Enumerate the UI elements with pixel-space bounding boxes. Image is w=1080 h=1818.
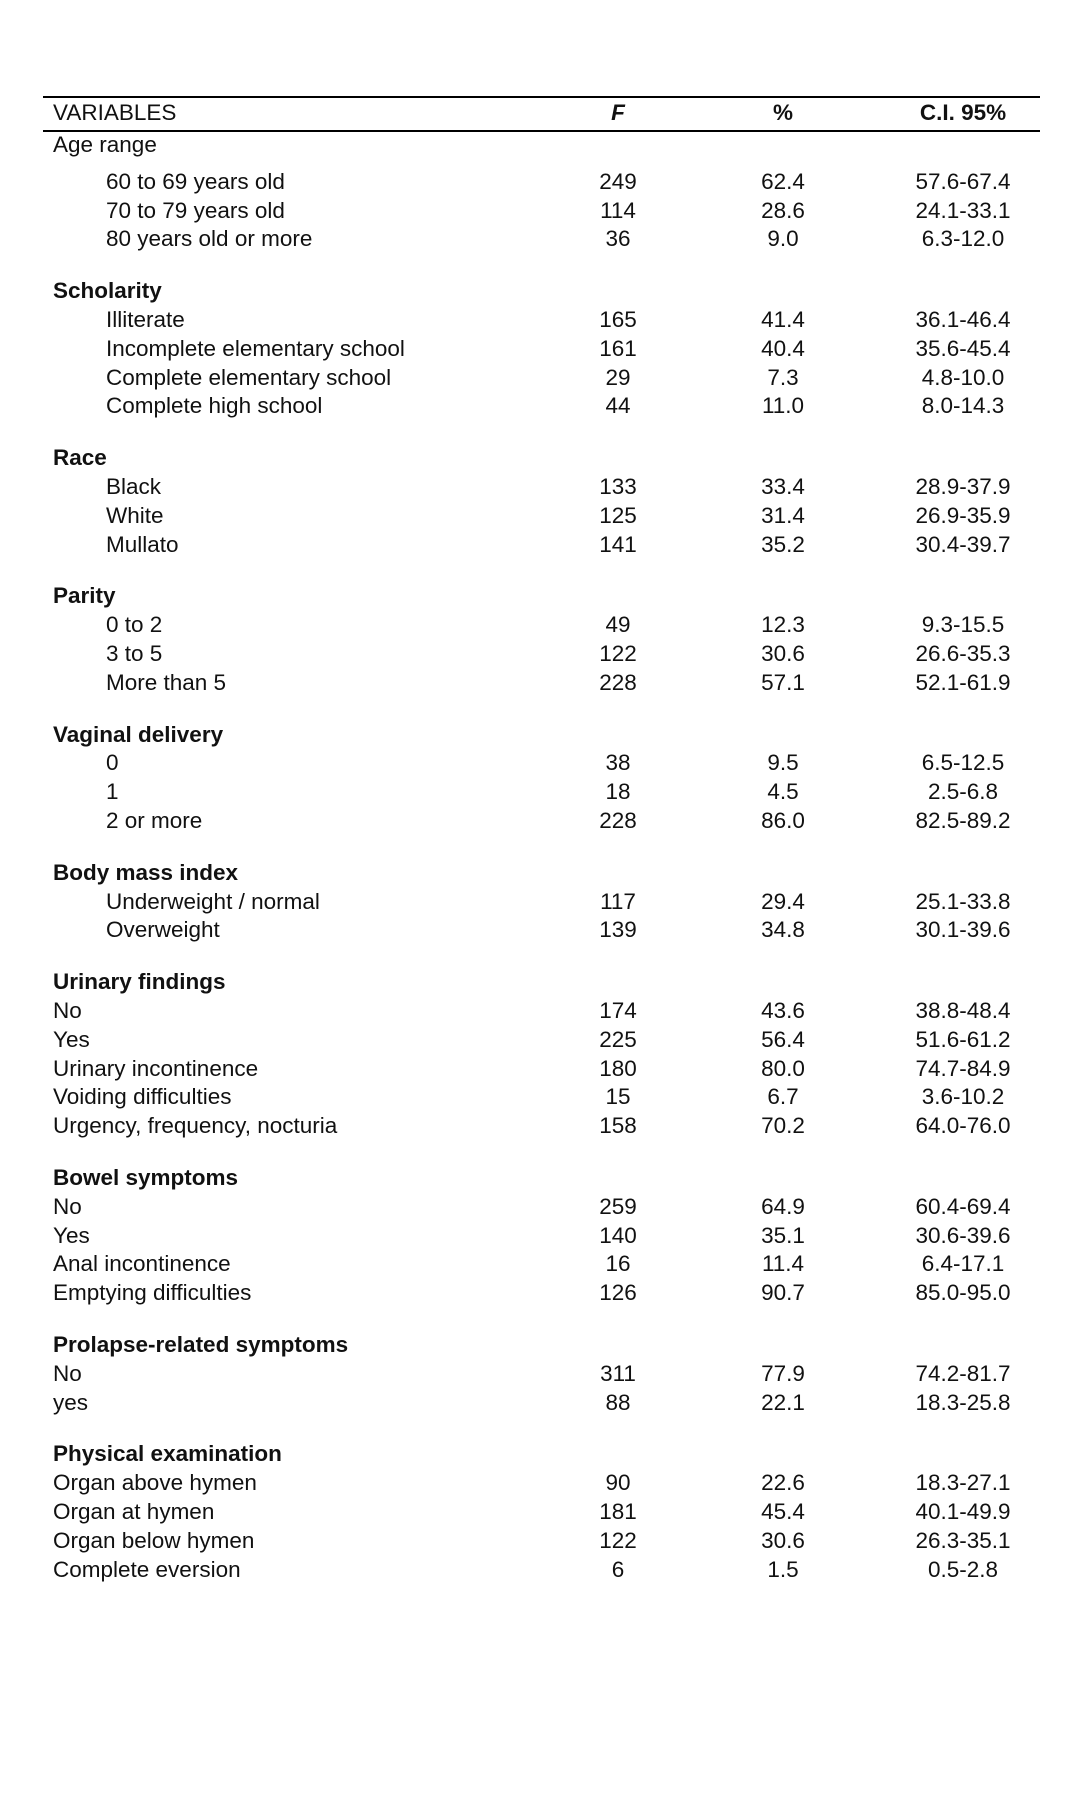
cell-frequency: 36 — [605, 226, 631, 252]
cell-confidence-interval: 36.1-46.4 — [915, 307, 1011, 332]
cell-percent: 56.4 — [761, 1026, 805, 1052]
row-label: No — [53, 1193, 82, 1219]
table-row — [43, 1221, 1040, 1251]
cell-percent: 30.6 — [761, 1527, 805, 1553]
cell-confidence-interval: 18.3-25.8 — [915, 1389, 1011, 1415]
cell-frequency: 114 — [600, 197, 636, 223]
table-row — [43, 668, 1040, 698]
table-row — [43, 639, 1040, 669]
cell-confidence-interval: 26.9-35.9 — [915, 502, 1011, 528]
cell-confidence-interval: 25.1-33.8 — [915, 888, 1011, 914]
table-row — [43, 1359, 1040, 1389]
table-header-row — [43, 98, 1040, 128]
cell-percent: 33.4 — [761, 474, 805, 499]
row-label: 2 or more — [106, 808, 203, 833]
table-row — [43, 501, 1040, 531]
cell-frequency: 225 — [599, 1026, 637, 1052]
cell-confidence-interval: 60.4-69.4 — [915, 1193, 1011, 1219]
row-label: No — [53, 1360, 82, 1386]
cell-frequency: 180 — [599, 1055, 637, 1081]
cell-percent: 40.4 — [761, 335, 805, 361]
row-label: Yes — [53, 1026, 90, 1052]
table-row — [43, 748, 1040, 778]
cell-confidence-interval: 18.3-27.1 — [915, 1470, 1011, 1496]
cell-frequency: 6 — [611, 1556, 625, 1582]
cell-frequency: 117 — [600, 888, 636, 914]
row-label: Age range — [53, 132, 157, 157]
section-title: Race — [53, 445, 107, 471]
cell-frequency: 139 — [599, 917, 637, 943]
row-label: Complete eversion — [53, 1556, 241, 1582]
cell-percent: 64.9 — [761, 1193, 805, 1219]
table-row — [43, 777, 1040, 807]
table-row — [43, 1082, 1040, 1112]
table-row — [43, 1192, 1040, 1222]
cell-frequency: 181 — [599, 1499, 637, 1524]
table-row — [43, 1526, 1040, 1556]
cell-frequency: 311 — [600, 1360, 636, 1386]
table-row — [43, 887, 1040, 917]
table-row — [43, 1111, 1040, 1141]
cell-confidence-interval: 52.1-61.9 — [915, 669, 1011, 695]
section-title: Body mass index — [53, 859, 239, 885]
section-header-row — [43, 276, 1040, 306]
cell-frequency: 141 — [599, 531, 637, 557]
section-header-row — [43, 581, 1040, 611]
row-label: Organ at hymen — [53, 1499, 215, 1524]
section-title: Parity — [53, 583, 116, 609]
cell-frequency: 29 — [605, 364, 631, 390]
cell-frequency: 125 — [599, 502, 637, 528]
cell-percent: 34.8 — [761, 917, 805, 943]
cell-frequency: 126 — [599, 1280, 637, 1306]
row-label: 0 to 2 — [106, 612, 163, 638]
section-header-row — [43, 720, 1040, 750]
cell-percent: 35.2 — [761, 531, 805, 557]
table-row — [43, 1249, 1040, 1279]
cell-frequency: 49 — [605, 612, 631, 638]
cell-frequency: 158 — [599, 1113, 637, 1139]
cell-confidence-interval: 30.4-39.7 — [915, 531, 1011, 557]
cell-frequency: 44 — [605, 393, 631, 419]
table-row — [43, 610, 1040, 640]
row-label: Voiding difficulties — [53, 1084, 232, 1110]
row-label: 0 — [106, 750, 119, 776]
cell-percent: 80.0 — [761, 1055, 805, 1081]
cell-confidence-interval: 9.3-15.5 — [921, 612, 1005, 638]
cell-percent: 28.6 — [761, 197, 805, 223]
cell-percent: 31.4 — [761, 502, 805, 528]
cell-percent: 43.6 — [761, 998, 805, 1023]
cell-percent: 90.7 — [761, 1280, 805, 1306]
cell-percent: 77.9 — [761, 1360, 805, 1386]
cell-frequency: 249 — [599, 168, 637, 194]
cell-frequency: 16 — [605, 1251, 631, 1277]
table-row — [43, 224, 1040, 254]
cell-confidence-interval: 8.0-14.3 — [921, 393, 1005, 419]
cell-percent: 22.1 — [761, 1389, 805, 1415]
section-header-row — [43, 130, 1040, 160]
table-row — [43, 391, 1040, 421]
section-header-row — [43, 1330, 1040, 1360]
section-title: Physical examination — [53, 1441, 282, 1467]
cell-frequency: 165 — [599, 307, 637, 332]
cell-percent: 12.3 — [761, 612, 805, 638]
cell-confidence-interval: 6.3-12.0 — [921, 226, 1005, 252]
cell-confidence-interval: 28.9-37.9 — [915, 474, 1011, 499]
row-label: Yes — [53, 1222, 90, 1248]
cell-percent: 86.0 — [761, 808, 805, 833]
header-confidence-interval: C.I. 95% — [919, 100, 1007, 125]
cell-confidence-interval: 6.5-12.5 — [921, 750, 1005, 776]
header-variables: VARIABLES — [53, 100, 177, 125]
cell-confidence-interval: 26.3-35.1 — [915, 1527, 1011, 1553]
table-row — [43, 1054, 1040, 1084]
section-title: Bowel symptoms — [53, 1165, 239, 1190]
row-label: 80 years old or more — [106, 226, 313, 252]
table-row — [43, 196, 1040, 226]
cell-confidence-interval: 2.5-6.8 — [927, 779, 999, 805]
cell-frequency: 122 — [599, 641, 637, 666]
cell-percent: 70.2 — [761, 1113, 805, 1139]
table-row — [43, 996, 1040, 1026]
row-label: Organ above hymen — [53, 1470, 257, 1496]
cell-percent: 22.6 — [761, 1470, 805, 1496]
cell-percent: 9.0 — [767, 226, 799, 252]
cell-confidence-interval: 3.6-10.2 — [921, 1084, 1005, 1110]
cell-confidence-interval: 35.6-45.4 — [915, 335, 1011, 361]
cell-frequency: 38 — [605, 750, 631, 776]
cell-confidence-interval: 24.1-33.1 — [915, 197, 1011, 223]
cell-frequency: 228 — [599, 808, 637, 833]
row-label: Overweight — [106, 917, 220, 943]
row-label: White — [106, 502, 164, 528]
row-label: Underweight / normal — [106, 888, 320, 914]
row-label: Incomplete elementary school — [106, 335, 405, 361]
table-row — [43, 1388, 1040, 1418]
row-label: Organ below hymen — [53, 1527, 255, 1553]
cell-percent: 41.4 — [761, 307, 805, 332]
table-row — [43, 1468, 1040, 1498]
row-label: 1 — [106, 779, 119, 805]
cell-frequency: 15 — [605, 1084, 631, 1110]
cell-frequency: 161 — [599, 335, 637, 361]
cell-percent: 1.5 — [767, 1556, 799, 1582]
cell-percent: 62.4 — [761, 168, 805, 194]
table-row — [43, 1025, 1040, 1055]
cell-confidence-interval: 82.5-89.2 — [915, 808, 1011, 833]
cell-frequency: 90 — [605, 1470, 631, 1496]
cell-confidence-interval: 85.0-95.0 — [915, 1280, 1011, 1306]
table-row — [43, 806, 1040, 836]
cell-confidence-interval: 40.1-49.9 — [915, 1499, 1011, 1524]
table-row — [43, 305, 1040, 335]
table-row — [43, 472, 1040, 502]
table-row — [43, 915, 1040, 945]
cell-frequency: 133 — [599, 474, 637, 499]
cell-confidence-interval: 57.6-67.4 — [915, 168, 1011, 194]
cell-percent: 11.0 — [761, 393, 805, 419]
row-label: 70 to 79 years old — [106, 197, 285, 223]
section-header-row — [43, 967, 1040, 997]
header-percent: % — [772, 100, 793, 125]
cell-percent: 11.4 — [761, 1251, 805, 1277]
section-header-row — [43, 443, 1040, 473]
row-label: Mullato — [106, 531, 179, 557]
table-row — [43, 363, 1040, 393]
cell-confidence-interval: 30.1-39.6 — [915, 917, 1011, 943]
cell-confidence-interval: 4.8-10.0 — [921, 364, 1005, 390]
header-frequency: F — [611, 100, 625, 125]
row-label: Urgency, frequency, nocturia — [53, 1113, 338, 1139]
cell-percent: 4.5 — [767, 779, 799, 805]
cell-percent: 9.5 — [767, 750, 799, 776]
cell-percent: 45.4 — [761, 1499, 805, 1524]
table-row — [43, 1278, 1040, 1308]
cell-frequency: 259 — [599, 1193, 637, 1219]
cell-frequency: 228 — [599, 669, 637, 695]
cell-percent: 29.4 — [761, 888, 805, 914]
row-label: Emptying difficulties — [53, 1280, 252, 1306]
cell-frequency: 18 — [605, 779, 631, 805]
cell-frequency: 88 — [605, 1389, 631, 1415]
row-label: Anal incontinence — [53, 1251, 231, 1277]
cell-confidence-interval: 6.4-17.1 — [921, 1251, 1005, 1277]
table-row — [43, 334, 1040, 364]
cell-percent: 57.1 — [761, 669, 805, 695]
cell-frequency: 140 — [599, 1222, 637, 1248]
table-row — [43, 530, 1040, 560]
row-label: yes — [53, 1389, 89, 1415]
cell-confidence-interval: 74.7-84.9 — [915, 1055, 1011, 1081]
section-header-row — [43, 1439, 1040, 1469]
row-label: More than 5 — [106, 669, 227, 695]
section-title: Prolapse-related symptoms — [53, 1332, 349, 1357]
table-row — [43, 1497, 1040, 1527]
row-label: Illiterate — [106, 307, 185, 332]
cell-confidence-interval: 74.2-81.7 — [915, 1360, 1011, 1386]
section-title: Vaginal delivery — [53, 721, 224, 747]
cell-percent: 35.1 — [761, 1222, 805, 1248]
cell-confidence-interval: 30.6-39.6 — [915, 1222, 1011, 1248]
row-label: Urinary incontinence — [53, 1055, 259, 1081]
table-row — [43, 167, 1040, 197]
row-label: No — [53, 998, 82, 1023]
cell-percent: 30.6 — [761, 641, 805, 666]
table-row — [43, 1555, 1040, 1585]
row-label: Complete high school — [106, 393, 323, 419]
cell-confidence-interval: 26.6-35.3 — [915, 641, 1011, 666]
cell-frequency: 122 — [599, 1527, 637, 1553]
row-label: 60 to 69 years old — [106, 168, 285, 194]
cell-confidence-interval: 64.0-76.0 — [915, 1113, 1011, 1139]
section-title: Urinary findings — [53, 969, 226, 995]
row-label: Black — [106, 474, 162, 499]
row-label: Complete elementary school — [106, 364, 392, 390]
cell-confidence-interval: 51.6-61.2 — [915, 1026, 1011, 1052]
cell-percent: 7.3 — [767, 364, 799, 390]
cell-confidence-interval: 0.5-2.8 — [927, 1556, 999, 1582]
cell-frequency: 174 — [599, 998, 637, 1023]
cell-percent: 6.7 — [767, 1084, 799, 1110]
row-label: 3 to 5 — [106, 641, 163, 666]
section-title: Scholarity — [53, 278, 162, 304]
section-header-row — [43, 858, 1040, 888]
section-header-row — [43, 1163, 1040, 1193]
cell-confidence-interval: 38.8-48.4 — [915, 998, 1011, 1023]
